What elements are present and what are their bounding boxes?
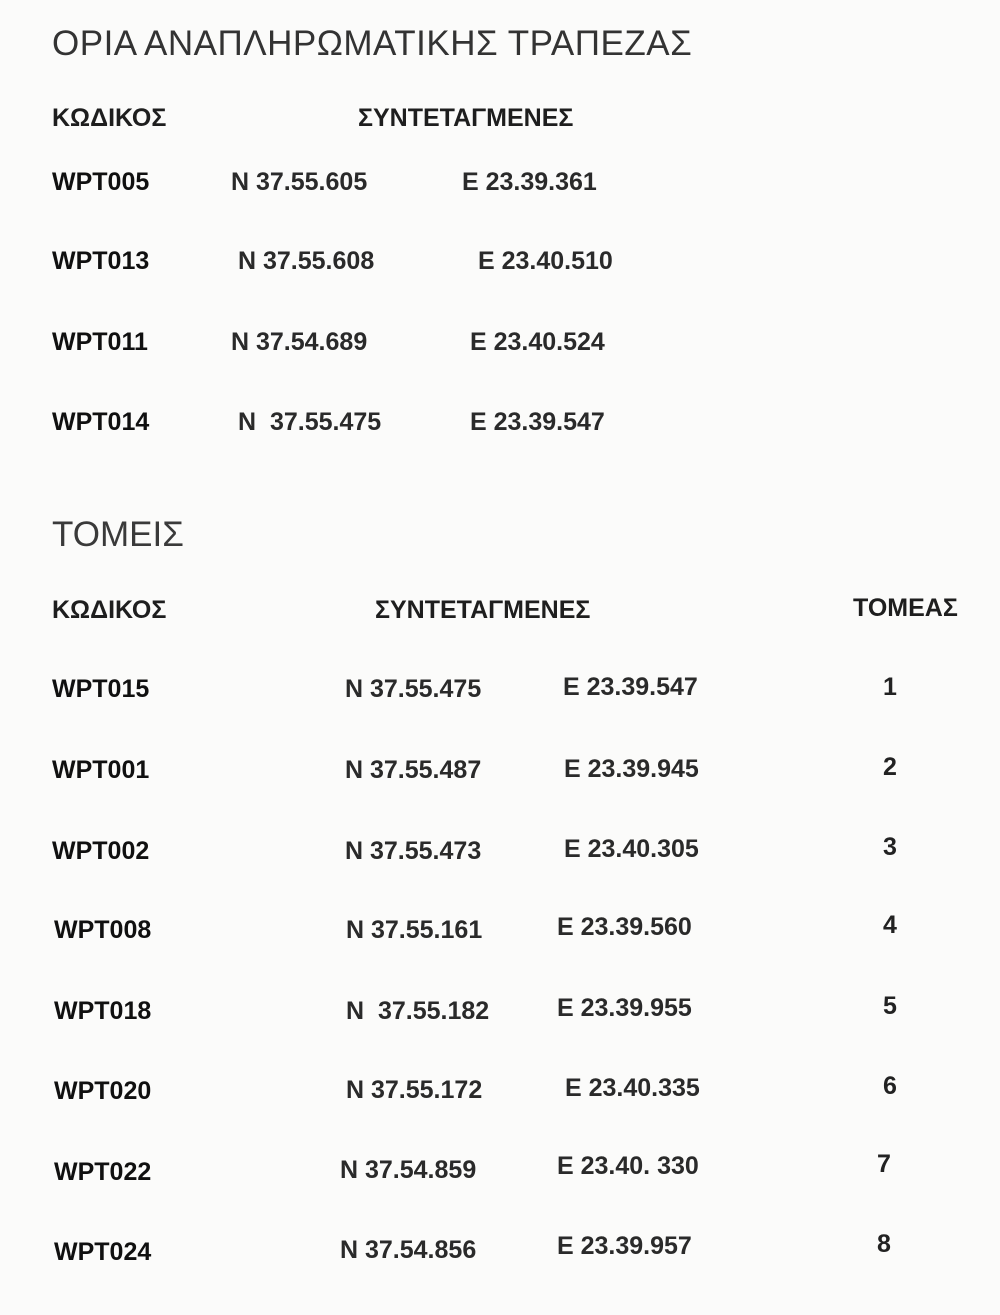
north-coordinate: N 37.55.172: [346, 1076, 483, 1104]
sector-number: 3: [883, 833, 897, 861]
north-coordinate: N 37.55.182: [346, 997, 490, 1025]
east-coordinate: E 23.40.510: [478, 247, 613, 275]
waypoint-code: WPT011: [52, 328, 148, 356]
east-coordinate: E 23.40.335: [565, 1074, 700, 1102]
waypoint-code: WPT008: [54, 916, 152, 944]
east-coordinate: E 23.39.560: [557, 913, 692, 941]
waypoint-code: WPT005: [52, 168, 150, 196]
north-coordinate: N 37.54.859: [340, 1156, 477, 1184]
north-coordinate: N 37.55.475: [345, 675, 482, 703]
header-sector: ΤΟΜΕΑΣ: [853, 594, 958, 622]
waypoint-code: WPT002: [52, 837, 150, 865]
east-coordinate: E 23.39.361: [462, 168, 597, 196]
north-coordinate: N 37.55.487: [345, 756, 482, 784]
east-coordinate: E 23.39.547: [563, 673, 698, 701]
north-coordinate: N 37.55.161: [346, 916, 483, 944]
waypoint-code: WPT014: [52, 408, 150, 436]
header-code: ΚΩΔΙΚΟΣ: [52, 104, 167, 132]
waypoint-code: WPT024: [54, 1238, 152, 1266]
east-coordinate: E 23.39.547: [470, 408, 605, 436]
sector-number: 5: [883, 992, 897, 1020]
sector-number: 4: [883, 911, 897, 939]
east-coordinate: E 23.39.945: [564, 755, 699, 783]
sector-number: 1: [883, 673, 897, 701]
north-coordinate: N 37.54.689: [231, 328, 368, 356]
east-coordinate: E 23.39.955: [557, 994, 692, 1022]
section-title-sectors: ΤΟΜΕΙΣ: [52, 515, 184, 554]
north-coordinate: N 37.55.608: [238, 247, 375, 275]
sector-number: 8: [877, 1230, 891, 1258]
page-title: ΟΡΙΑ ΑΝΑΠΛΗΡΩΜΑΤΙΚΗΣ ΤΡΑΠΕΖΑΣ: [52, 24, 693, 63]
sector-number: 2: [883, 753, 897, 781]
waypoint-code: WPT013: [52, 247, 150, 275]
header-coordinates: ΣΥΝΤΕΤΑΓΜΕΝΕΣ: [375, 596, 591, 624]
east-coordinate: E 23.40.524: [470, 328, 605, 356]
header-code: ΚΩΔΙΚΟΣ: [52, 596, 167, 624]
waypoint-code: WPT015: [52, 675, 150, 703]
east-coordinate: E 23.39.957: [557, 1232, 692, 1260]
waypoint-code: WPT018: [54, 997, 152, 1025]
waypoint-code: WPT001: [52, 756, 150, 784]
header-coordinates: ΣΥΝΤΕΤΑΓΜΕΝΕΣ: [358, 104, 574, 132]
east-coordinate: E 23.40.305: [564, 835, 699, 863]
sector-number: 6: [883, 1072, 897, 1100]
waypoint-code: WPT020: [54, 1077, 152, 1105]
sector-number: 7: [877, 1150, 891, 1178]
north-coordinate: N 37.55.475: [238, 408, 382, 436]
north-coordinate: N 37.54.856: [340, 1236, 477, 1264]
east-coordinate: E 23.40. 330: [557, 1152, 699, 1180]
north-coordinate: N 37.55.473: [345, 837, 482, 865]
waypoint-code: WPT022: [54, 1158, 152, 1186]
north-coordinate: N 37.55.605: [231, 168, 368, 196]
